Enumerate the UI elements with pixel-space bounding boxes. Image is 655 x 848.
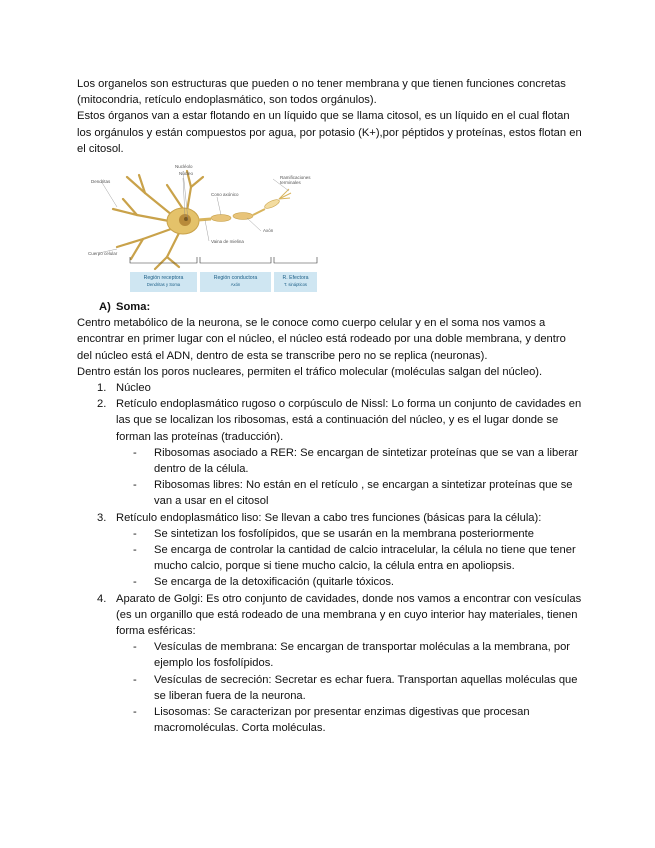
- section-paragraph-1: Centro metabólico de la neurona, se le conoce como cuerpo celular y en el soma nos vamos a encontrar en primer lugar con el núcleo, el núcleo está rodeado por una doble membrana, y dentro del núcleo está el ADN, dentro de esta se transcribe pero no se replica (neuronas).: [77, 317, 566, 362]
- organelle-list: [77, 380, 582, 736]
- sub-list-item: - Se sintetizan los fosfolípidos, que se usarán en la membrana posteriormente: [133, 527, 534, 540]
- section-paragraph-2: Dentro están los poros nucleares, permiten el tráfico molecular (moléculas salgan del núcleo).: [77, 365, 543, 378]
- sub-list: [116, 445, 582, 510]
- label-ramificaciones: Ramificaciones terminales: [280, 175, 311, 186]
- sub-list-text: Lisosomas: Se caracterizan por presentar enzimas digestivas que procesan macromoléculas. Corta moléculas.: [154, 706, 530, 735]
- region-title: R. Efectora: [282, 275, 309, 282]
- region-receptora: [130, 272, 197, 292]
- sub-list-item: - Vesículas de membrana: Se encargan de transportar moléculas a la membrana, por ejemplo los fosfolípidos.: [133, 641, 571, 670]
- sub-list-item: - Se encarga de controlar la cantidad de calcio intracelular, la célula no tiene que tener mucho calcio, porque si tiene mucho calcio, la célula entra en apoliopsis.: [133, 544, 576, 573]
- sub-list: [116, 639, 582, 736]
- intro-paragraph-2: Estos órganos van a estar flotando en un líquido que se llama citosol, es un líquido en el cual flotan los orgánulos y están compuestos por agua, por potasio (K+),por péptidos y proteínas, estos flotan en el citosol.: [77, 110, 582, 155]
- sub-list-text: Se encarga de controlar la cantidad de calcio intracelular, la célula no tiene que tener mucho calcio, porque si tiene mucho calcio, la célula entra en apoliopsis.: [154, 544, 576, 573]
- label-axon: Axón: [263, 228, 274, 234]
- document-page: [77, 76, 582, 737]
- section-title: Soma:: [116, 301, 151, 314]
- sub-list-item: - Se encarga de la detoxificación (quitarle tóxicos.: [133, 576, 395, 589]
- section-letter: A): [99, 301, 111, 314]
- label-cono-axonico: Cono axónico: [211, 192, 239, 198]
- sub-list-item: - Ribosomas asociado a RER: Se encargan de sintetizar proteínas que se van a liberar dentro de la célula.: [133, 446, 579, 476]
- sub-list-item: - Ribosomas libres: No están en el retículo , se encargan a sintetizar proteínas que se van a usar en el citosol: [133, 479, 573, 508]
- sub-list-item: - Vesículas de secreción: Secretar es echar fuera. Transportan aquellas moléculas que se liberan fuera de la neurona.: [133, 673, 578, 702]
- region-sub: T. sinápticos: [283, 282, 308, 288]
- label-nucleolo: Nucléolo: [175, 164, 193, 170]
- list-item: [77, 396, 582, 509]
- sub-list-text: Ribosomas libres: No están en el retículo , se encargan a sintetizar proteínas que se van a usar en el citosol: [154, 479, 573, 508]
- label-vaina-mielina: Vaina de mielina: [211, 239, 244, 245]
- list-text: Aparato de Golgi: Es otro conjunto de cavidades, donde nos vamos a encontrar con vesículas (es un organillo que está rodeado de una membrana y en cuyo interior hay materiales, tienen forma esféricas:: [116, 592, 582, 638]
- region-sub: Dendritas y Soma: [146, 282, 181, 288]
- list-number: 4.: [97, 592, 107, 605]
- list-item: [77, 510, 582, 591]
- region-efectora: [274, 272, 317, 292]
- section-heading: [99, 299, 582, 315]
- sub-list-text: Ribosomas asociado a RER: Se encargan de sintetizar proteínas que se van a liberar dentro de la célula.: [154, 446, 579, 476]
- list-number: 3.: [97, 511, 107, 524]
- sub-list-text: Vesículas de membrana: Se encargan de transportar moléculas a la membrana, por ejemplo los fosfolípidos.: [154, 641, 571, 670]
- region-conductora: [200, 272, 271, 292]
- region-sub: Axón: [230, 282, 241, 288]
- list-item: [77, 591, 582, 737]
- list-text: Núcleo: [116, 382, 151, 395]
- region-title: Región conductora: [213, 275, 258, 282]
- list-number: 2.: [97, 398, 107, 411]
- sub-list: [116, 526, 582, 591]
- sub-list-text: Vesículas de secreción: Secretar es echar fuera. Transportan aquellas moléculas que se liberan fuera de la neurona.: [154, 673, 578, 702]
- list-text: Retículo endoplasmático liso: Se llevan a cabo tres funciones (básicas para la célula):: [116, 511, 542, 524]
- list-text: Retículo endoplasmático rugoso o corpúsculo de Nissl: Lo forma un conjunto de cavidades en las que se localizan los ribosomas, está a continuación del núcleo, y es el lugar donde se forman las proteínas (traducción).: [116, 398, 582, 443]
- sub-list-text: Se encarga de la detoxificación (quitarle tóxicos.: [154, 576, 395, 589]
- sub-list-item: - Lisosomas: Se caracterizan por presentar enzimas digestivas que procesan macromoléculas. Corta moléculas.: [133, 706, 530, 735]
- label-nucleo: Núcleo: [179, 171, 194, 177]
- label-cuerpo-celular: Cuerpo celular: [88, 251, 118, 257]
- region-title: Región receptora: [143, 275, 184, 282]
- label-dendritas: Dendritas: [91, 179, 111, 185]
- list-item: [77, 380, 582, 396]
- list-number: 1.: [97, 382, 107, 395]
- sub-list-text: Se sintetizan los fosfolípidos, que se usarán en la membrana posteriormente: [154, 527, 534, 540]
- intro-paragraph-1: Los organelos son estructuras que pueden o no tener membrana y que tienen funciones concretas (mitocondria, retículo endoplasmático, son todos orgánulos).: [77, 78, 566, 107]
- neuron-figure: [87, 163, 319, 297]
